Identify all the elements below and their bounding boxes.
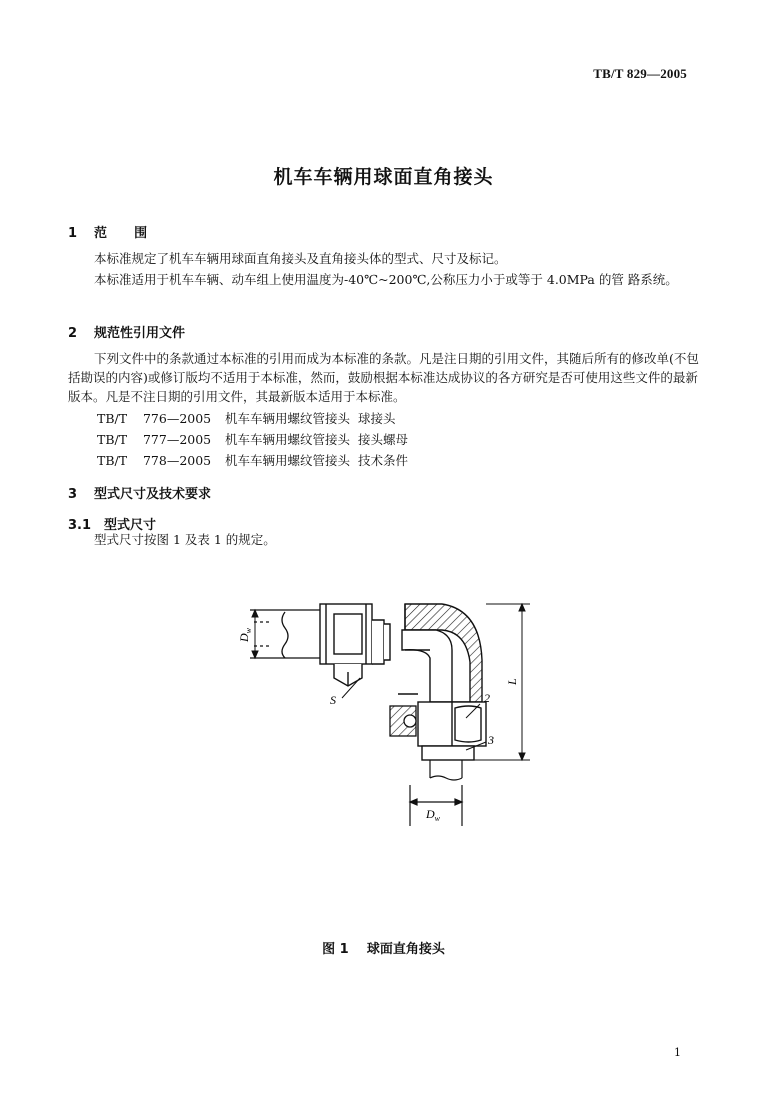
section-number: 1 — [68, 226, 78, 241]
section-number: 2 — [68, 326, 78, 341]
joint-drawing — [230, 590, 540, 835]
section-1-heading — [68, 222, 147, 241]
paragraph-dimensions: 型式尺寸按图 1 及表 1 的规定。 — [94, 532, 276, 547]
label-s: S — [330, 693, 336, 707]
reference-name: 机车车辆用螺纹管接头 球接头 — [225, 411, 396, 426]
reference-item — [97, 430, 408, 448]
reference-code: TB/T 777—2005 — [97, 432, 212, 447]
reference-name: 机车车辆用螺纹管接头 接头螺母 — [225, 432, 408, 447]
section-title: 型式尺寸及技术要求 — [94, 487, 212, 502]
section-number: 3 — [68, 487, 78, 502]
reference-item — [97, 409, 395, 427]
label-part-2: 2 — [484, 691, 490, 705]
paragraph-scope-1: 本标准规定了机车车辆用球面直角接头及直角接头体的型式、尺寸及标记。 — [94, 251, 507, 266]
left-fitting — [320, 604, 390, 686]
standard-code: TB/T 829—2005 — [593, 66, 687, 81]
reference-item — [97, 451, 408, 469]
label-l: L — [505, 678, 519, 685]
section-3-heading — [68, 483, 211, 502]
figure-caption: 图 1 球面直角接头 — [322, 942, 445, 957]
paragraph-scope-2: 本标准适用于机车车辆、动车组上使用温度为-40℃~200℃,公称压力小于或等于 4.0MPa 的管 路系统。 — [94, 272, 678, 287]
reference-name: 机车车辆用螺纹管接头 技术条件 — [225, 453, 408, 468]
section-2-heading — [68, 322, 185, 341]
label-dw-top: $D_w$ — [237, 627, 253, 642]
reference-code: TB/T 778—2005 — [97, 453, 212, 468]
section-title: 规范性引用文件 — [94, 326, 186, 341]
seal-ring — [390, 706, 416, 736]
elbow-body — [402, 604, 482, 702]
paragraph-normative-refs: 下列文件中的条款通过本标准的引用而成为本标准的条款。凡是注日期的引用文件，其随后所有的修改单(不包括勘误的内容)或修订版均不适用于本标准，然而，鼓励根据本标准达成协议的各方研究是否可使用这些文件的最新版本。凡是不注日期的引用文件，其最新版本适用于本标准。 — [68, 351, 699, 404]
section-title: 范 围 — [94, 226, 148, 241]
label-dw-bottom: $D_w$ — [426, 807, 441, 823]
section-title: 型式尺寸 — [104, 518, 157, 533]
section-number: 3.1 — [68, 518, 92, 533]
top-pipe — [250, 610, 320, 658]
page-number: 1 — [674, 1046, 681, 1059]
reference-code: TB/T 776—2005 — [97, 411, 212, 426]
document-title: 机车车辆用球面直角接头 — [273, 166, 494, 188]
label-part-3: 3 — [488, 733, 494, 747]
